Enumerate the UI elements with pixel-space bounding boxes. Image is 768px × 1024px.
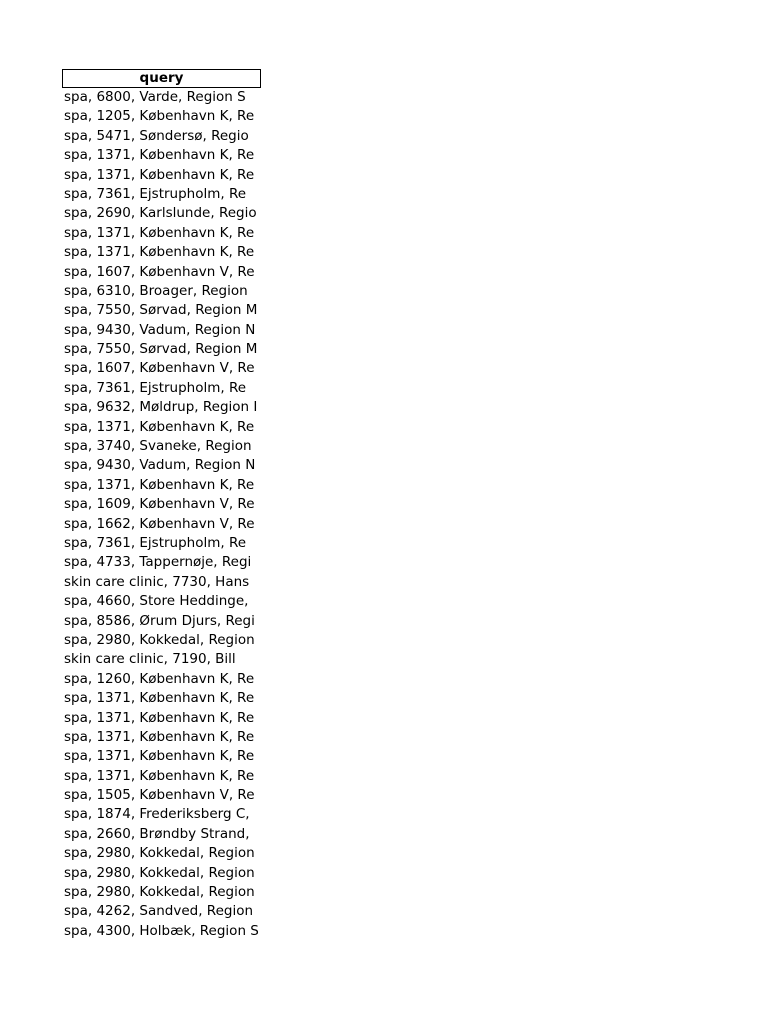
column-header-query[interactable]: query	[62, 69, 261, 88]
table-row[interactable]: spa, 1874, Frederiksberg C,	[64, 806, 250, 823]
table-row[interactable]: spa, 1607, København V, Re	[64, 360, 255, 377]
table-row[interactable]: spa, 1371, København K, Re	[64, 166, 255, 183]
query-table	[62, 69, 261, 941]
table-row[interactable]: spa, 1371, København K, Re	[64, 767, 255, 784]
table-row[interactable]: spa, 1260, København K, Re	[64, 670, 255, 687]
table-row[interactable]: spa, 1609, København V, Re	[64, 496, 255, 513]
table-row[interactable]: spa, 4300, Holbæk, Region S	[64, 922, 259, 939]
table-row[interactable]: spa, 9632, Møldrup, Region I	[64, 399, 258, 416]
table-row[interactable]: spa, 9430, Vadum, Region N	[64, 321, 256, 338]
table-row[interactable]: skin care clinic, 7190, Bill	[64, 651, 236, 668]
table-row[interactable]: spa, 2980, Kokkedal, Region	[64, 631, 255, 648]
table-row[interactable]: spa, 6800, Varde, Region S	[64, 89, 246, 105]
table-row[interactable]: spa, 7550, Sørvad, Region M	[64, 302, 258, 319]
table-row[interactable]: spa, 9430, Vadum, Region N	[64, 457, 256, 474]
table-row[interactable]: spa, 7361, Ejstrupholm, Re	[64, 534, 247, 551]
table-row[interactable]: spa, 4733, Tappernøje, Regi	[64, 554, 252, 571]
table-row[interactable]: spa, 3740, Svaneke, Region	[64, 438, 252, 455]
table-row[interactable]: spa, 1607, København V, Re	[64, 263, 255, 280]
table-row[interactable]: spa, 2980, Kokkedal, Region	[64, 884, 255, 901]
table-row[interactable]: spa, 5471, Søndersø, Regio	[64, 127, 249, 144]
table-row[interactable]: spa, 8586, Ørum Djurs, Regi	[64, 612, 255, 629]
table-row[interactable]: spa, 1371, København K, Re	[64, 709, 255, 726]
table-row[interactable]: spa, 7361, Ejstrupholm, Re	[64, 185, 247, 202]
table-row[interactable]: spa, 1371, København K, Re	[64, 418, 255, 435]
table-row[interactable]: spa, 7361, Ejstrupholm, Re	[64, 379, 247, 396]
table-row[interactable]: spa, 2690, Karlslunde, Regio	[64, 205, 257, 222]
table-row[interactable]: spa, 1371, København K, Re	[64, 748, 255, 765]
table-row[interactable]: spa, 4262, Sandved, Region	[64, 903, 254, 920]
table-row[interactable]: spa, 1371, København K, Re	[64, 224, 255, 241]
table-row[interactable]: spa, 2980, Kokkedal, Region	[64, 845, 255, 862]
table-row[interactable]: spa, 1371, København K, Re	[64, 690, 255, 707]
query-list	[62, 88, 261, 941]
table-row[interactable]: spa, 1371, København K, Re	[64, 476, 255, 493]
table-row[interactable]: spa, 1205, København K, Re	[64, 108, 255, 125]
table-row[interactable]: spa, 1371, København K, Re	[64, 244, 255, 261]
table-row[interactable]: spa, 6310, Broager, Region	[64, 282, 248, 299]
table-row[interactable]: spa, 4660, Store Heddinge,	[64, 593, 249, 610]
table-row[interactable]: spa, 1505, København V, Re	[64, 787, 255, 804]
table-row[interactable]: spa, 2660, Brøndby Strand,	[64, 825, 250, 842]
table-row[interactable]: spa, 1371, København K, Re	[64, 728, 255, 745]
table-row[interactable]: skin care clinic, 7730, Hans	[64, 573, 250, 590]
table-row[interactable]: spa, 1662, København V, Re	[64, 515, 255, 532]
table-row[interactable]: spa, 1371, København K, Re	[64, 147, 255, 164]
table-row[interactable]: spa, 2980, Kokkedal, Region	[64, 864, 255, 881]
table-row[interactable]: spa, 7550, Sørvad, Region M	[64, 341, 258, 358]
